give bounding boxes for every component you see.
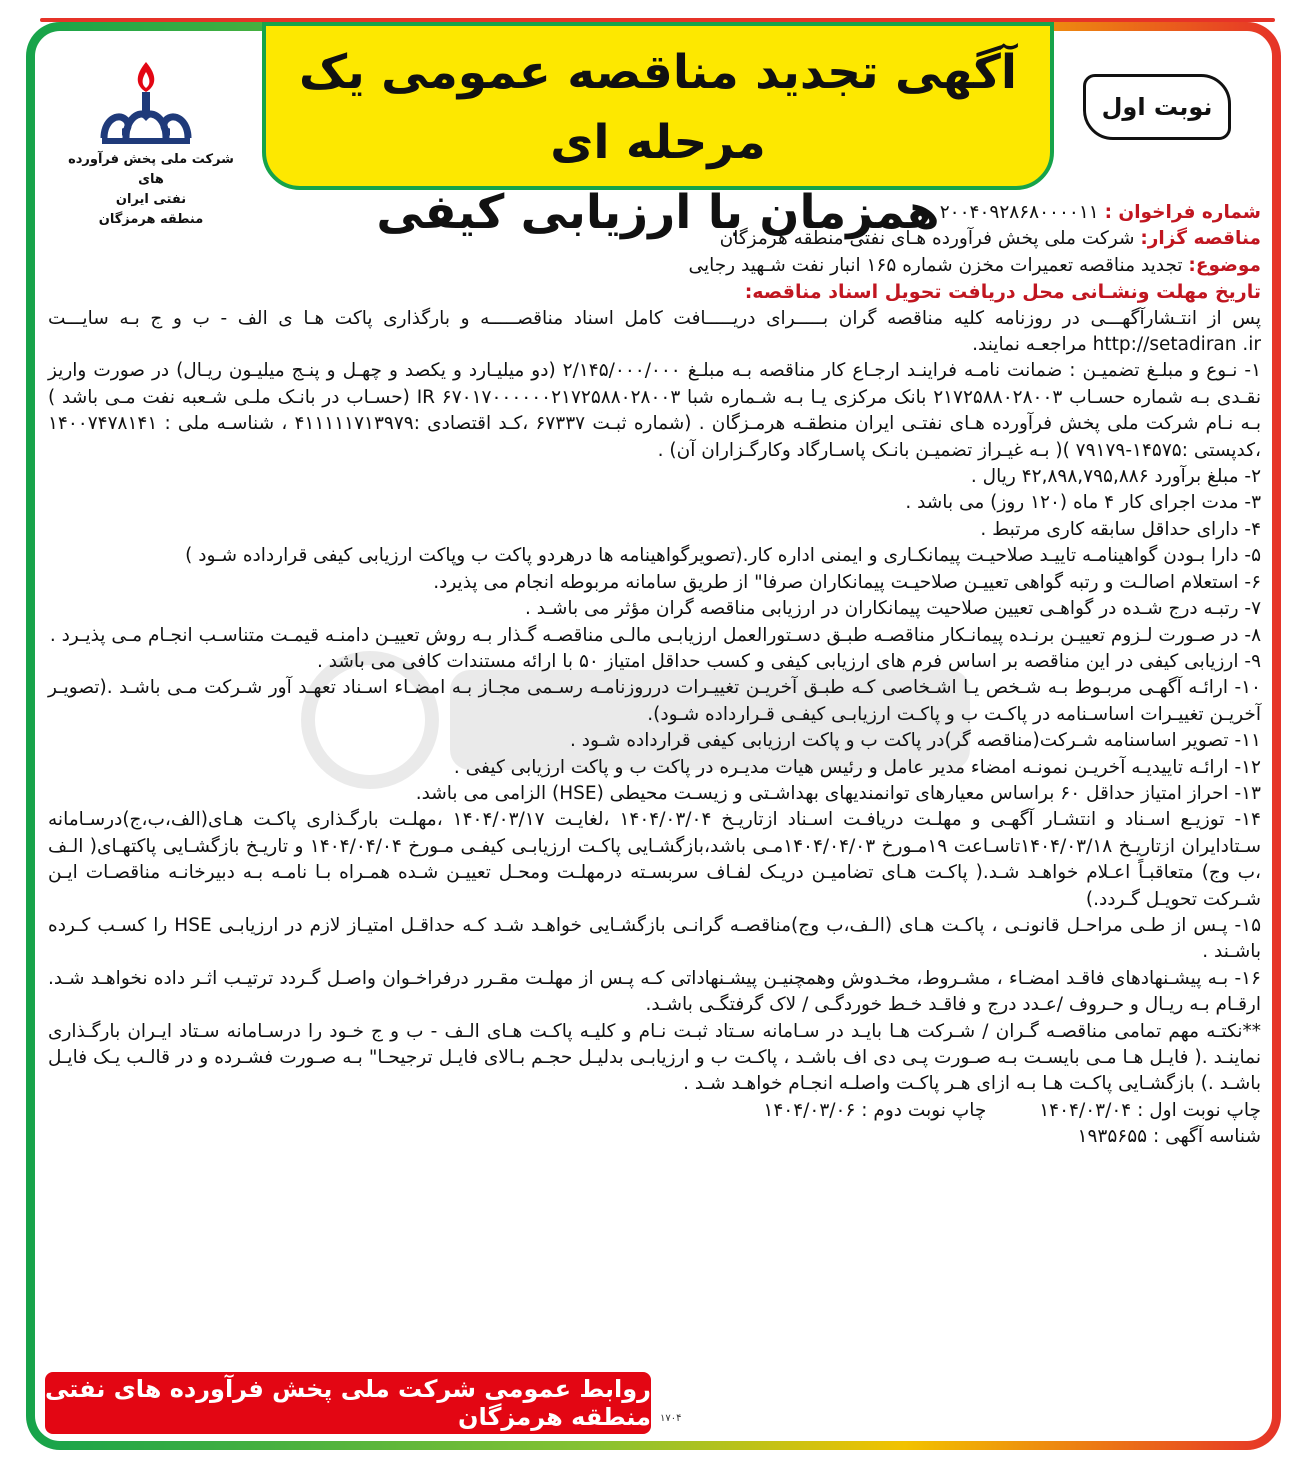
org-name-line-2: نفتی ایران <box>115 192 187 207</box>
notice-body <box>48 200 1261 1151</box>
tenderer-label: مناقصه گزار: <box>1140 228 1261 250</box>
title-line-1: آگهی تجدید مناقصه عمومی یک مرحله ای <box>299 45 1017 170</box>
org-name-line-1: شرکت ملی پخش فرآورده های <box>68 152 234 187</box>
body-paragraph: ۶- استعلام اصالـت و رتبه گواهی تعییـن صلاحیـت پیمانکاران صرفا" از طریق سامانه مربوطه انجام می پذیرد. <box>433 571 1261 593</box>
body-paragraph: ۵- دارا بـودن گواهینامـه تاییـد صلاحیـت پیمانکـاری و ایمنی اداره کار.(تصویرگواهینامه ها درهردو پاکت ب وپاکت ارزیابی کیفی قرارداده شـود ) <box>185 545 1261 567</box>
first-print-label: چاپ نوبت اول : <box>1137 1099 1261 1121</box>
body-paragraph: ۱۵- پـس از طـی مراحـل قانونـی ، پاکـت هـای (الـف،ب وج)مناقصـه گرانـی بازگشـایی خواهـد شـد کـه حداقـل امتیـاز لازم در ارزیابـی HSE را کسـب کـرده باشـند . <box>48 914 1262 963</box>
body-paragraph: ۲- مبلغ برآورد ۴۲,۸۹۸,۷۹۵,۸۸۶ ریال . <box>970 466 1261 488</box>
call-number-label: شماره فراخوان : <box>1104 202 1261 223</box>
body-paragraph: پس از انتـشارآگهـــی در روزنامه کلیه مناقصه گران بـــــرای دریـــــافت کامل اسناد مناقصـــــه و بارگذاری پاکت هـا ی الف - ب و ج بـه سایـــت http://setadiran .ir مراجعـه نمایند. <box>48 307 1261 356</box>
subject-line <box>48 253 1261 279</box>
body-paragraph: ۷- رتبـه درج شـده در گواهـی تعیین صلاحیت پیمانکاران در ارزیابی مناقصه گران مؤثر می باشـد . <box>524 598 1261 620</box>
body-paragraph: ۱۶- بـه پیشـنهادهای فاقـد امضـاء ، مشـروط، مخـدوش وهمچنیـن پیشـنهاداتی کـه پـس از مهلـت مقـرر درفراخـوان واصـل گـردد ترتیـب اثـر داده نخواهـد شـد. ارقـام بـه ریـال و حـروف /عـدد درج و فاقـد خـط خوردگـی / لاک گرفتگـی باشـد. <box>48 967 1261 1016</box>
call-number-value: ۲۰۰۴۰۹۲۸۶۸۰۰۰۰۱۱ <box>939 202 1099 223</box>
tenderer-line <box>48 226 1261 252</box>
print-dates-line <box>48 1098 1261 1124</box>
body-paragraph: ۴- دارای حداقل سابقه کاری مرتبط . <box>980 518 1261 540</box>
body-paragraph: ۱۲- ارائـه تاییدیـه آخریـن نمونـه امضاء مدیر عامل و رئیس هیات مدیـره در پاکت ب و پاکت ارزیابی کیفی . <box>453 756 1261 778</box>
ad-id-line <box>48 1124 1261 1150</box>
nioc-flame-logo-icon <box>96 58 196 146</box>
round-badge: نوبت اول <box>1083 74 1231 140</box>
body-paragraph: ۳- مدت اجرای کار ۴ ماه (۱۲۰ روز) می باشد . <box>905 492 1261 514</box>
ad-id-value: ۱۹۳۵۶۵۵ <box>1077 1126 1148 1148</box>
ad-id-label: شناسه آگهی : <box>1152 1126 1261 1148</box>
body-paragraph: **نکتـه مهم تمامی مناقصـه گـران / شـرکت هـا بایـد در سـامانه سـتاد ثبـت نـام و کلیـه پاکـت هـای الـف - ب و ج خـود را درسـامانه سـتاد ایـران بارگـذاری نماینـد .( فایـل هـا مـی بایسـت بـه صـورت پـی دی اف باشـد ، پاکـت ب و ارزیابـی بدلیـل حجـم بـالای فایـل ترجیحـا" بـه صـورت فشـرده و در قالـب یـک فایـل باشـد .) بازگشـایی پاکـت هـا بـه ازای هـر پاکـت واصلـه انجـام خواهـد شـد . <box>48 1020 1261 1095</box>
page-number: ۱۷۰۴ <box>660 1413 682 1424</box>
body-paragraph: ۱۱- تصویر اساسنامه شـرکت(مناقصه گر)در پاکت ب و پاکت ارزیابی کیفی قرارداده شـود . <box>569 730 1261 752</box>
subject-value: تجدید مناقصه تعمیرات مخزن شماره ۱۶۵ انبار نفت شـهید رجایی <box>688 254 1183 276</box>
deadline-heading: تاریخ مهلت ونشـانی محل دریافت تحویل اسناد مناقصه: <box>744 281 1261 304</box>
body-paragraph: ۱۴- توزیـع اسـناد و انتشـار آگهـی و مهلـت دریافـت اسـناد ازتاریـخ ۱۴۰۴/۰۳/۰۴ ،لغایـت ۱۴۰۴/۰۳/۱۷ ،مهلـت بارگـذاری پاکـت هـای(الف،ب،ج)درسـامانه سـتادایران ازتاریـخ ۱۴۰۴/۰۳/۱۸تاسـاعت ۱۹مـورخ ۱۴۰۴/۰۴/۰۳مـی باشد،بازگشـایی پاکـت ارزیابـی کیفـی مـورخ ۱۴۰۴/۰۴/۰۴ و تاریـخ بازگشـایی پاکتهـای( الـف ،ب وج) متعاقبـاً اعـلام خواهـد شـد.( پاکـت هـای تضامیـن دریـک لفـاف سربسـته درمهلـت ومحـل تعییـن شـده همـراه بـا نامـه بـه دبیرخانـه مناقصـات ایـن شـرکت تحویـل گـردد.) <box>48 809 1262 910</box>
first-print-date: ۱۴۰۴/۰۳/۰۴ <box>1039 1099 1132 1121</box>
body-paragraph: ۱۳- احراز امتیاز حداقل ۶۰ براساس معیارهای توانمندیهای بهداشـتی و زیسـت محیطی (HSE) الزامی می باشد. <box>415 782 1261 804</box>
second-print-date: ۱۴۰۴/۰۳/۰۶ <box>763 1099 856 1121</box>
body-paragraph: ۸- در صـورت لـزوم تعییـن برنـده پیمانـکار مناقصـه طبـق دسـتورالعمل ارزیابـی مالـی مناقصـه گـذار بـه روش تعییـن دامنـه قیمـت متناسـب انجـام مـی پذیـرد . <box>49 624 1261 646</box>
body-paragraph: ۹- ارزیابی کیفی در این مناقصه بر اساس فرم های ارزیابی کیفی و کسب حداقل امتیاز ۵۰ با ارائه مستندات کافی می باشد . <box>316 650 1261 672</box>
second-print-label: چاپ نوبت دوم : <box>861 1099 987 1121</box>
call-number-line <box>48 200 1261 226</box>
subject-label: موضوع: <box>1188 254 1261 276</box>
body-paragraph: ۱۰- ارائـه آگهـی مربـوط بـه شـخص یـا اشـخاصی کـه طبـق آخریـن تغییـرات درروزنامـه رسـمی مجـاز بـه امضـاء اسـناد تعهـد آور شـرکت مـی باشـد .(تصویـر آخریـن تغییـرات اساسـنامه در پاکـت ب و پاکـت ارزیابـی کیفـی قـرارداده شـود). <box>48 677 1261 725</box>
public-relations-banner: روابط عمومی شرکت ملی پخش فرآورده های نفتی منطقه هرمزگان <box>45 1372 651 1434</box>
org-name-line-3: منطقه هرمزگان <box>98 212 204 227</box>
title-line-2: همزمان با ارزیابی کیفی <box>376 185 940 240</box>
tenderer-value: شرکت ملی پخش فرآورده هـای نفتی منطقه هرمزگان <box>719 228 1135 250</box>
body-paragraph: ۱- نـوع و مبلـغ تضمیـن : ضمانت نامـه فراینـد ارجـاع کار مناقصه بـه مبلـغ ۲/۱۴۵/۰۰۰/۰۰۰ (دو میلیـارد و یکصد و چهـل و پنـج میلیـون ریـال) در صورت واریز نقـدی بـه شماره حسـاب ۲۱۷۲۵۸۸۰۲۸۰۰۳ بانک مرکزی یـا بـه شـماره شبا IR ۶۷۰۱۷۰۰۰۰۰۰۲۱۷۲۵۸۸۰۲۸۰۰۳ (حسـاب در بانـک ملـی شـعبه نفت مـی باشد ) بـه نـام شرکت ملی پخش فرآورده هـای نفتـی ایران منطقـه هرمـزگان . (شماره ثبـت ۶۷۳۳۷ ،کـد اقتصادی :۴۱۱۱۱۱۷۱۳۹۷۹ ، شناسـه ملی : ۱۴۰۰۷۴۷۸۱۴۱ ،کدپستی :۱۴۵۷۵-۷۹۱۷۹ )( بـه غیـراز تضمیـن بانـک پاسـارگاد وکارگـزاران آن) . <box>48 360 1262 461</box>
